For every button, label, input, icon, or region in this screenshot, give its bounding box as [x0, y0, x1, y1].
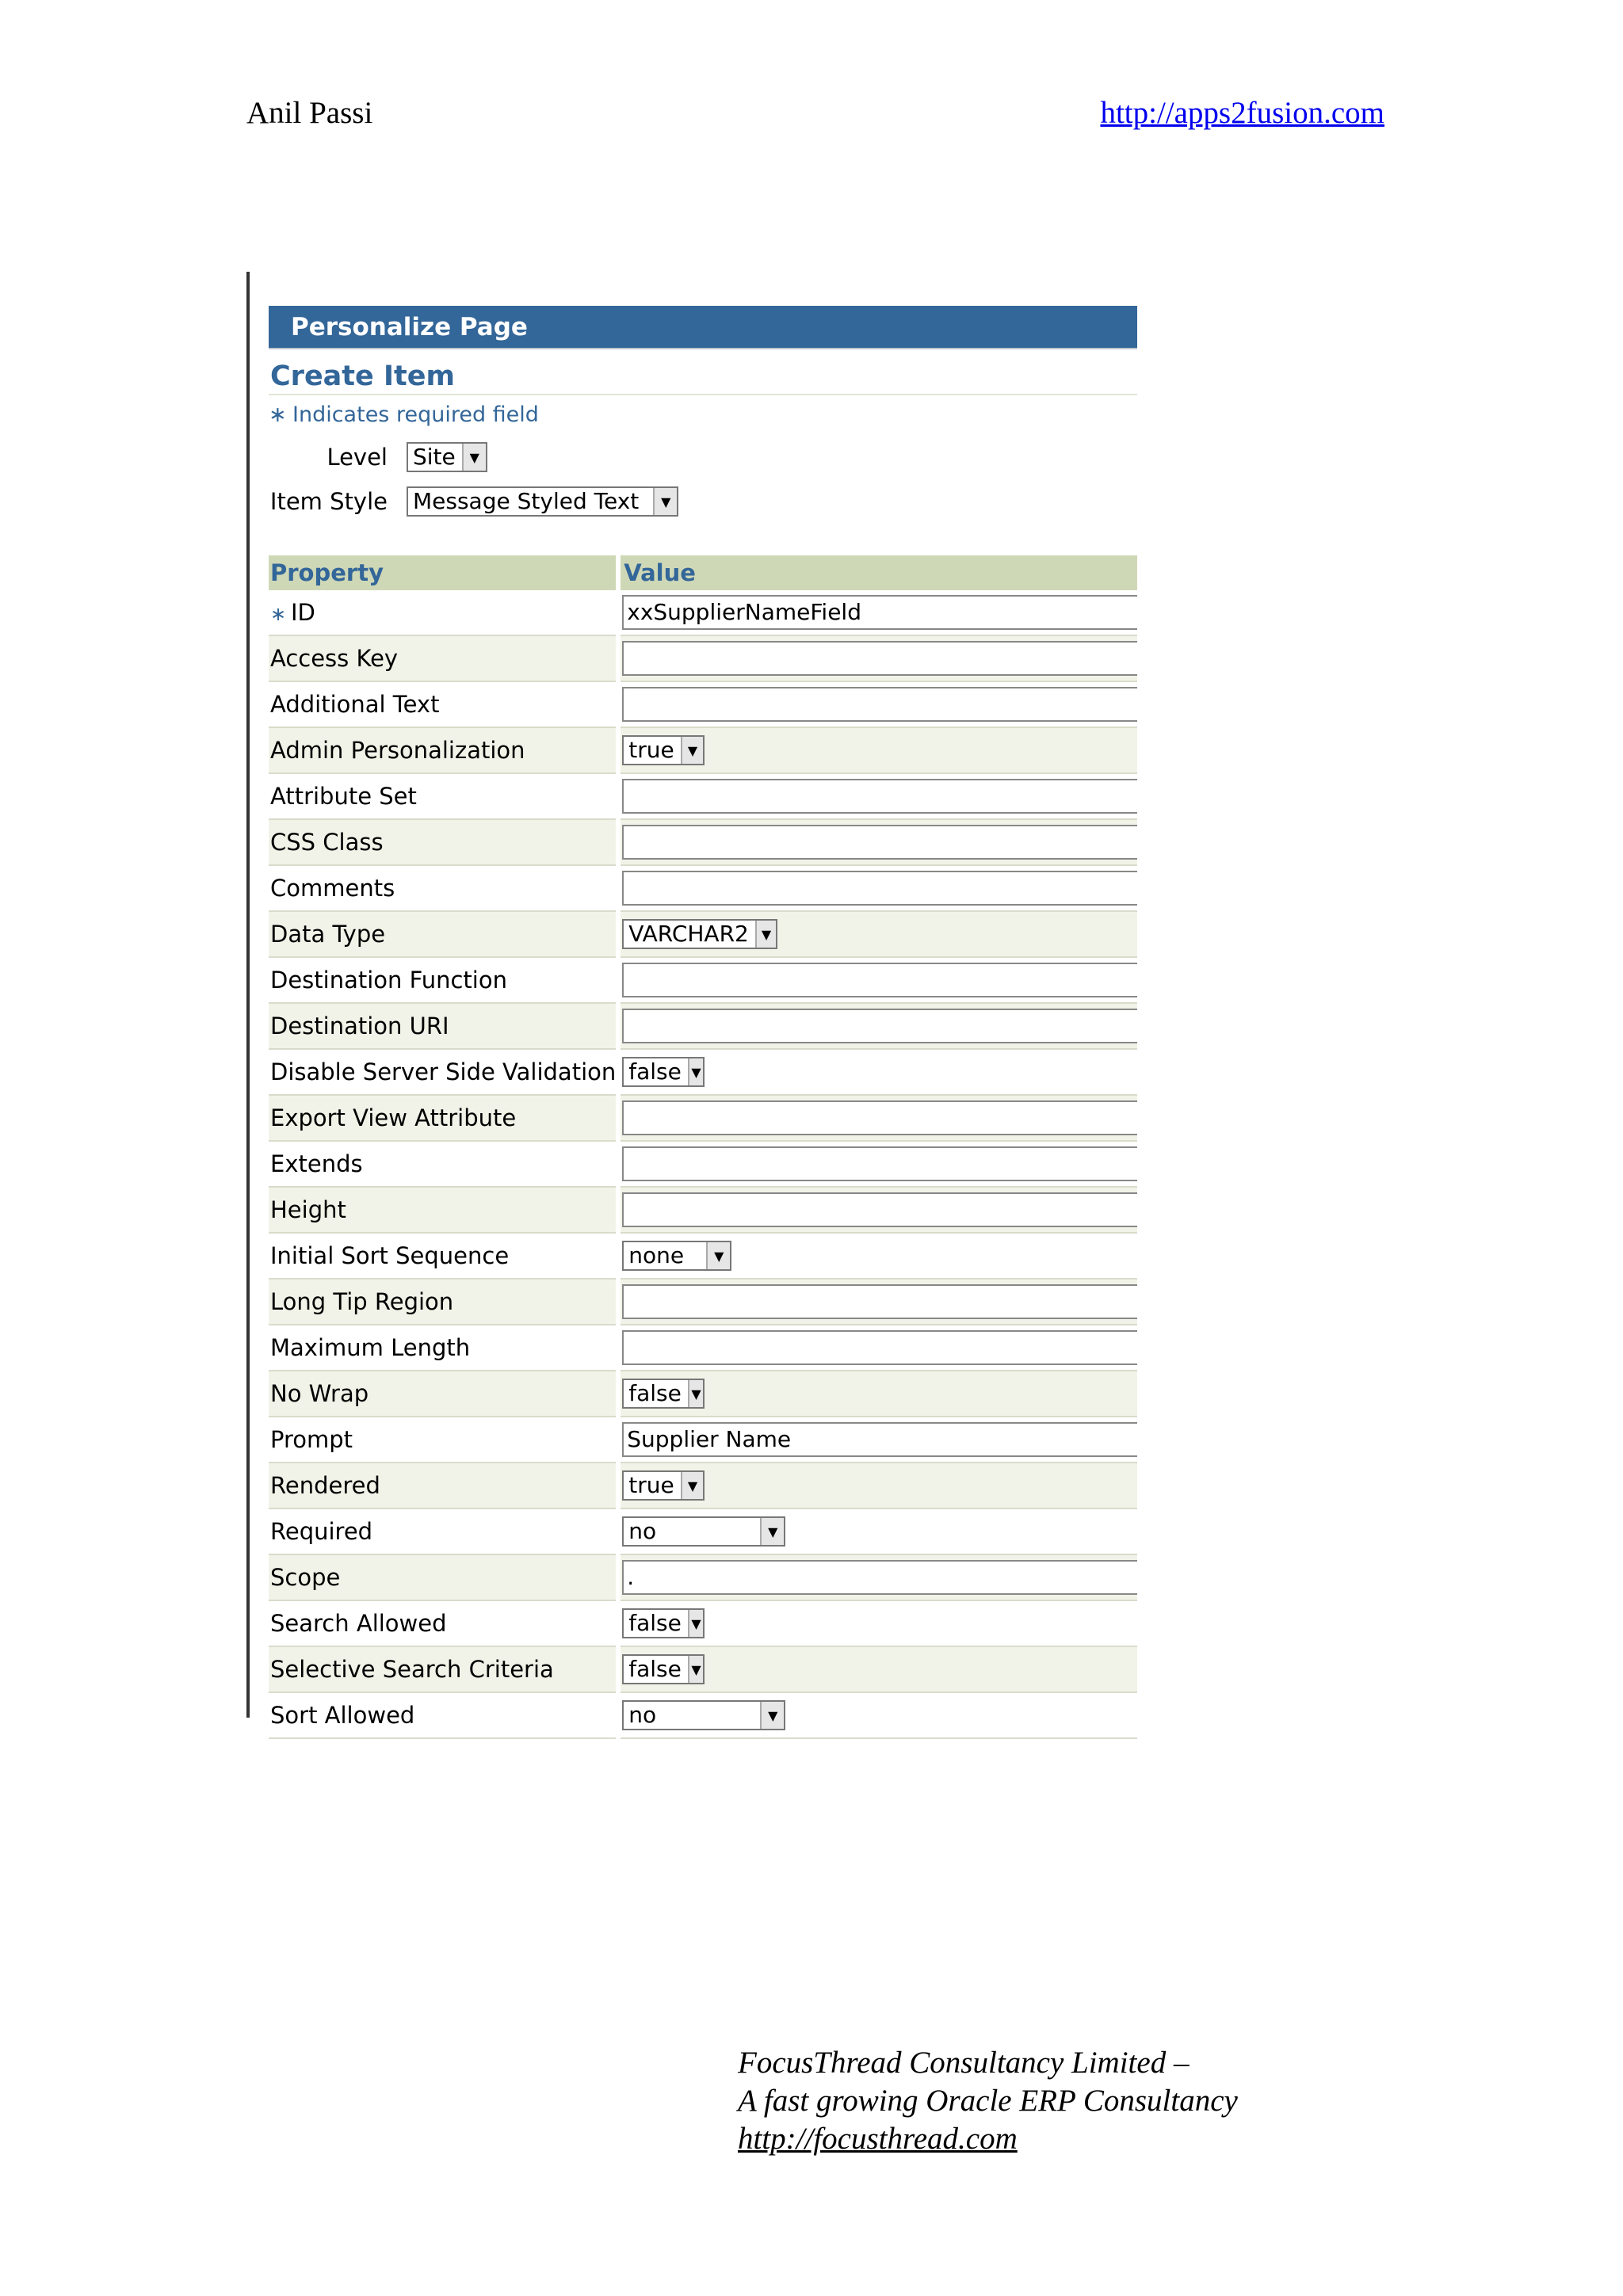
property-label: ID: [291, 599, 315, 626]
value-cell: [618, 681, 1137, 727]
item-style-row: [269, 479, 1137, 524]
table-row: [269, 1095, 1137, 1141]
property-input[interactable]: [622, 871, 1137, 906]
chevron-down-icon[interactable]: ▼: [760, 1702, 784, 1729]
value-cell: [618, 773, 1137, 819]
value-cell: [618, 1049, 1137, 1095]
property-select[interactable]: [622, 919, 777, 949]
property-table-body: [269, 590, 1137, 1738]
property-select-value: false: [628, 1380, 682, 1406]
level-select-value: Site: [413, 444, 456, 470]
property-select-value: none: [628, 1242, 685, 1268]
property-cell: [269, 1692, 618, 1738]
property-cell: [269, 1417, 618, 1463]
property-label: Search Allowed: [270, 1610, 447, 1637]
property-label: Maximum Length: [270, 1334, 471, 1361]
value-cell: [618, 1141, 1137, 1187]
value-cell: [618, 1646, 1137, 1692]
table-row: [269, 957, 1137, 1003]
property-label: Initial Sort Sequence: [270, 1242, 510, 1269]
level-label: Level: [327, 444, 388, 471]
property-cell: [269, 1003, 618, 1049]
property-cell: [269, 1554, 618, 1600]
value-cell: [618, 1463, 1137, 1508]
value-cell: [618, 1417, 1137, 1463]
property-select[interactable]: [622, 1516, 785, 1547]
table-row: [269, 865, 1137, 911]
value-column-header: Value: [618, 555, 1137, 590]
property-label: Required: [270, 1518, 373, 1545]
table-row: [269, 1646, 1137, 1692]
property-input[interactable]: [622, 1192, 1137, 1227]
property-input[interactable]: [622, 1330, 1137, 1365]
property-cell: [269, 865, 618, 911]
property-label: Destination Function: [270, 967, 507, 994]
value-cell: [618, 1508, 1137, 1554]
footer: [738, 2044, 1238, 2158]
property-table: [269, 555, 1137, 1739]
chevron-down-icon[interactable]: ▼: [688, 1058, 703, 1085]
property-input[interactable]: [622, 1009, 1137, 1043]
value-cell: [618, 1279, 1137, 1325]
required-star-icon: ∗: [270, 603, 287, 625]
chevron-down-icon[interactable]: ▼: [462, 444, 486, 471]
chevron-down-icon[interactable]: ▼: [706, 1242, 730, 1269]
table-row: [269, 1233, 1137, 1279]
chevron-down-icon[interactable]: ▼: [760, 1518, 784, 1545]
property-select[interactable]: [622, 1379, 705, 1409]
value-cell: [618, 1600, 1137, 1646]
property-label: Prompt: [270, 1426, 353, 1453]
table-row: [269, 1279, 1137, 1325]
property-input[interactable]: Supplier Name: [622, 1422, 1137, 1457]
property-label: Additional Text: [270, 691, 440, 718]
property-column-header: Property: [269, 555, 618, 590]
property-label: No Wrap: [270, 1380, 369, 1407]
property-label: Rendered: [270, 1472, 380, 1499]
property-cell: [269, 590, 618, 635]
property-cell: [269, 1463, 618, 1508]
property-input[interactable]: [622, 779, 1137, 814]
property-cell: [269, 1279, 618, 1325]
chevron-down-icon[interactable]: ▼: [688, 1610, 703, 1637]
table-row: [269, 1600, 1137, 1646]
chevron-down-icon[interactable]: ▼: [688, 1656, 703, 1683]
property-label: Access Key: [270, 645, 399, 672]
property-label: Sort Allowed: [270, 1702, 415, 1729]
item-style-label: Item Style: [269, 488, 388, 515]
create-item-heading: Create Item: [269, 359, 1137, 395]
property-select[interactable]: [622, 735, 705, 765]
footer-link[interactable]: http://focusthread.com: [738, 2122, 1018, 2156]
screenshot-panel: [246, 272, 1134, 1729]
required-note: [269, 395, 1137, 435]
property-cell: [269, 1095, 618, 1141]
value-cell: [618, 635, 1137, 681]
table-row: [269, 1049, 1137, 1095]
chevron-down-icon[interactable]: ▼: [681, 737, 704, 764]
table-row: [269, 1187, 1137, 1233]
footer-tagline: A fast growing Oracle ERP Consultancy: [738, 2084, 1238, 2118]
table-row: [269, 1141, 1137, 1187]
chevron-down-icon[interactable]: ▼: [755, 921, 776, 948]
document-author: Anil Passi: [246, 96, 373, 130]
value-cell: [618, 590, 1137, 635]
property-label: Destination URI: [270, 1013, 449, 1039]
property-select-value: false: [628, 1610, 682, 1636]
table-row: [269, 773, 1137, 819]
property-label: Export View Attribute: [270, 1104, 517, 1131]
property-select[interactable]: [622, 1057, 705, 1087]
property-input[interactable]: [622, 1284, 1137, 1319]
property-cell: [269, 773, 618, 819]
property-cell: [269, 681, 618, 727]
table-row: [269, 681, 1137, 727]
property-label: Selective Search Criteria: [270, 1656, 554, 1683]
property-cell: [269, 635, 618, 681]
value-cell: [618, 1003, 1137, 1049]
table-row: [269, 635, 1137, 681]
footer-company: FocusThread Consultancy Limited –: [738, 2046, 1190, 2080]
value-cell: [618, 1095, 1137, 1141]
table-row: [269, 1417, 1137, 1463]
property-select[interactable]: [622, 1470, 705, 1501]
property-label: Extends: [270, 1150, 363, 1177]
property-cell: [269, 1049, 618, 1095]
property-cell: [269, 1371, 618, 1417]
property-label: Attribute Set: [270, 783, 417, 810]
required-star-icon: ∗: [269, 402, 287, 427]
property-cell: [269, 727, 618, 773]
table-row: [269, 1508, 1137, 1554]
table-row: [269, 819, 1137, 865]
property-input[interactable]: xxSupplierNameField: [622, 595, 1137, 630]
property-cell: [269, 1233, 618, 1279]
property-label: Admin Personalization: [270, 737, 525, 764]
property-select[interactable]: [622, 1608, 705, 1638]
value-cell: [618, 1233, 1137, 1279]
personalize-page-title-bar: Personalize Page: [269, 306, 1137, 349]
property-cell: [269, 911, 618, 957]
value-cell: [618, 957, 1137, 1003]
chevron-down-icon[interactable]: ▼: [653, 488, 677, 515]
value-cell: [618, 727, 1137, 773]
property-input[interactable]: [622, 1100, 1137, 1135]
table-row: [269, 1554, 1137, 1600]
site-link[interactable]: http://apps2fusion.com: [1100, 96, 1384, 130]
property-cell: [269, 1508, 618, 1554]
value-cell: [618, 911, 1137, 957]
property-select-value: no: [628, 1518, 657, 1544]
table-row: [269, 1692, 1137, 1738]
property-select-value: VARCHAR2: [628, 921, 749, 947]
table-row: [269, 1371, 1137, 1417]
property-cell: [269, 1141, 618, 1187]
value-cell: [618, 1692, 1137, 1738]
property-cell: [269, 1646, 618, 1692]
value-cell: [618, 1371, 1137, 1417]
property-label: Data Type: [270, 921, 386, 948]
property-select[interactable]: [622, 1241, 731, 1271]
property-label: Disable Server Side Validation: [270, 1058, 617, 1085]
table-row: [269, 911, 1137, 957]
required-note-text: Indicates required field: [292, 402, 539, 427]
property-cell: [269, 819, 618, 865]
property-input[interactable]: [622, 963, 1137, 997]
property-input[interactable]: [622, 641, 1137, 676]
property-input[interactable]: [622, 825, 1137, 860]
value-cell: [618, 1325, 1137, 1371]
chevron-down-icon[interactable]: ▼: [681, 1472, 704, 1499]
value-cell: [618, 1187, 1137, 1233]
property-select-value: false: [628, 1058, 682, 1085]
property-label: Scope: [270, 1564, 341, 1591]
property-label: CSS Class: [270, 829, 384, 856]
value-cell: [618, 865, 1137, 911]
table-row: [269, 590, 1137, 635]
value-cell: [618, 819, 1137, 865]
property-select[interactable]: [622, 1654, 705, 1684]
property-label: Comments: [270, 875, 395, 902]
property-select-value: true: [628, 737, 674, 763]
property-input[interactable]: [622, 1146, 1137, 1181]
property-select-value: true: [628, 1472, 674, 1498]
property-input[interactable]: .: [622, 1560, 1137, 1595]
chevron-down-icon[interactable]: ▼: [688, 1380, 703, 1407]
item-style-select[interactable]: [407, 486, 678, 517]
table-row: [269, 1003, 1137, 1049]
table-row: [269, 1325, 1137, 1371]
property-label: Height: [270, 1196, 346, 1223]
table-row: [269, 1463, 1137, 1508]
property-cell: [269, 1187, 618, 1233]
item-style-select-value: Message Styled Text: [413, 488, 640, 514]
property-input[interactable]: [622, 687, 1137, 722]
property-select[interactable]: [622, 1700, 785, 1730]
property-cell: [269, 1600, 618, 1646]
property-select-value: false: [628, 1656, 682, 1682]
property-label: Long Tip Region: [270, 1288, 454, 1315]
level-row: [269, 435, 1137, 479]
level-select[interactable]: [407, 442, 487, 472]
table-row: [269, 727, 1137, 773]
property-cell: [269, 1325, 618, 1371]
property-select-value: no: [628, 1702, 657, 1728]
value-cell: [618, 1554, 1137, 1600]
property-cell: [269, 957, 618, 1003]
